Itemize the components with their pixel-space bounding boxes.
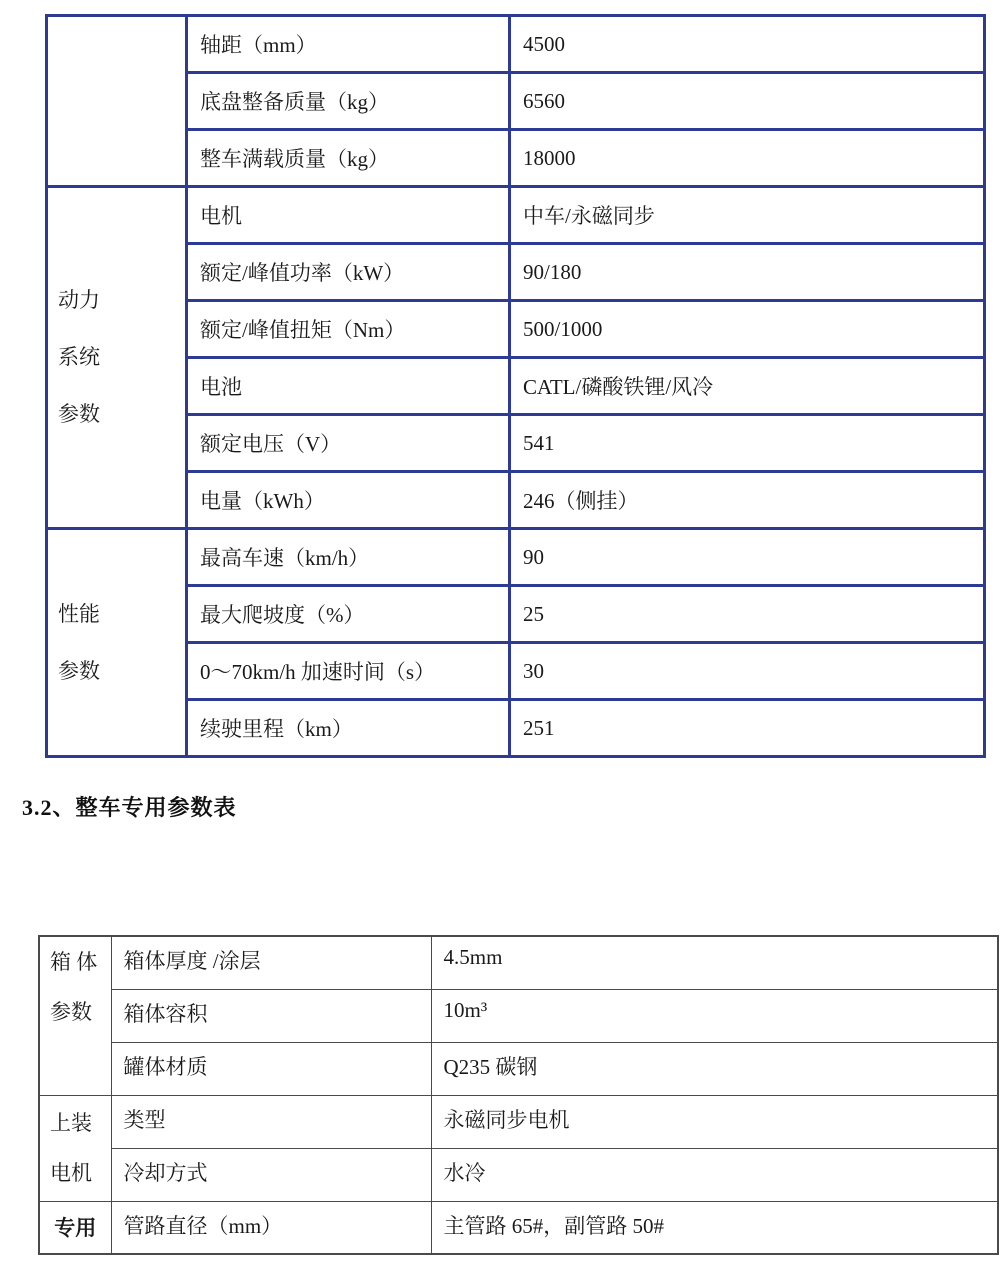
table-row [39,1095,998,1148]
table-row [47,16,985,73]
group-label-body-motor [39,1095,111,1201]
param-name: 轴距（mm） [187,16,510,73]
group-label-line: 箱 体 [50,950,98,974]
param-name: 冷却方式 [111,1148,431,1201]
param-name: 整车满载质量（kg） [187,130,510,187]
param-name: 最大爬坡度（%） [187,586,510,643]
param-name: 电机 [187,187,510,244]
group-label-line: 系统 [58,345,100,369]
group-label-lines [50,1098,111,1198]
group-label-special: 专用 [39,1201,111,1254]
param-name: 电池 [187,358,510,415]
group-label-line: 性能 [58,601,100,626]
table-row [47,358,985,415]
param-value: 90/180 [510,244,985,301]
table-row [47,187,985,244]
param-value: 246（侧挂） [510,472,985,529]
param-value: 18000 [510,130,985,187]
param-value: 主管路 65#，副管路 50# [431,1201,998,1254]
param-name: 额定电压（V） [187,415,510,472]
param-name: 底盘整备质量（kg） [187,73,510,130]
table-row [47,73,985,130]
param-value: 500/1000 [510,301,985,358]
table-row [39,936,998,989]
table-row [47,643,985,700]
param-name: 续驶里程（km） [187,700,510,757]
group-label-powertrain [47,187,187,529]
table-row [47,472,985,529]
param-value: 10m³ [431,989,998,1042]
param-name: 0～70km/h 加速时间（s） [187,643,510,700]
table-row [47,586,985,643]
table-row [47,301,985,358]
group-label-line: 参数 [50,1000,92,1024]
group-label-line: 参数 [58,402,100,426]
param-name: 箱体厚度 /涂层 [111,936,431,989]
param-value: 6560 [510,73,985,130]
param-value: 30 [510,643,985,700]
param-value: 水冷 [431,1148,998,1201]
param-value: 25 [510,586,985,643]
param-value: 永磁同步电机 [431,1095,998,1148]
param-value: CATL/磷酸铁锂/风冷 [510,358,985,415]
table-row [39,1148,998,1201]
param-value: 4.5mm [431,936,998,989]
param-name: 箱体容积 [111,989,431,1042]
param-value: Q235 碳钢 [431,1042,998,1095]
group-label-performance [47,529,187,757]
table-row [47,130,985,187]
group-label-lines [50,937,111,1037]
param-name: 管路直径（mm） [111,1201,431,1254]
table-row [39,1042,998,1095]
table-row [47,415,985,472]
param-name: 类型 [111,1095,431,1148]
group-label-line: 电机 [50,1161,92,1185]
group-label-empty [47,16,187,187]
table-row [39,1201,998,1254]
param-value: 4500 [510,16,985,73]
group-label-tank-body [39,936,111,1095]
special-parameter-table [38,935,999,1255]
param-name: 电量（kWh） [187,472,510,529]
param-value: 541 [510,415,985,472]
param-name: 额定/峰值扭矩（Nm） [187,301,510,358]
table-row [39,989,998,1042]
param-value: 251 [510,700,985,757]
group-label-line: 动力 [58,288,100,312]
group-label-lines [58,586,179,700]
table-row [47,700,985,757]
group-label-lines [58,272,179,443]
section-heading: 3.2、整车专用参数表 [22,795,237,820]
param-name: 最高车速（km/h） [187,529,510,586]
vehicle-spec-table [45,14,986,758]
param-value: 中车/永磁同步 [510,187,985,244]
group-label-line: 参数 [58,658,100,683]
param-name: 罐体材质 [111,1042,431,1095]
param-name: 额定/峰值功率（kW） [187,244,510,301]
table-row [47,529,985,586]
table-row [47,244,985,301]
param-value: 90 [510,529,985,586]
group-label-line: 上装 [50,1111,92,1135]
